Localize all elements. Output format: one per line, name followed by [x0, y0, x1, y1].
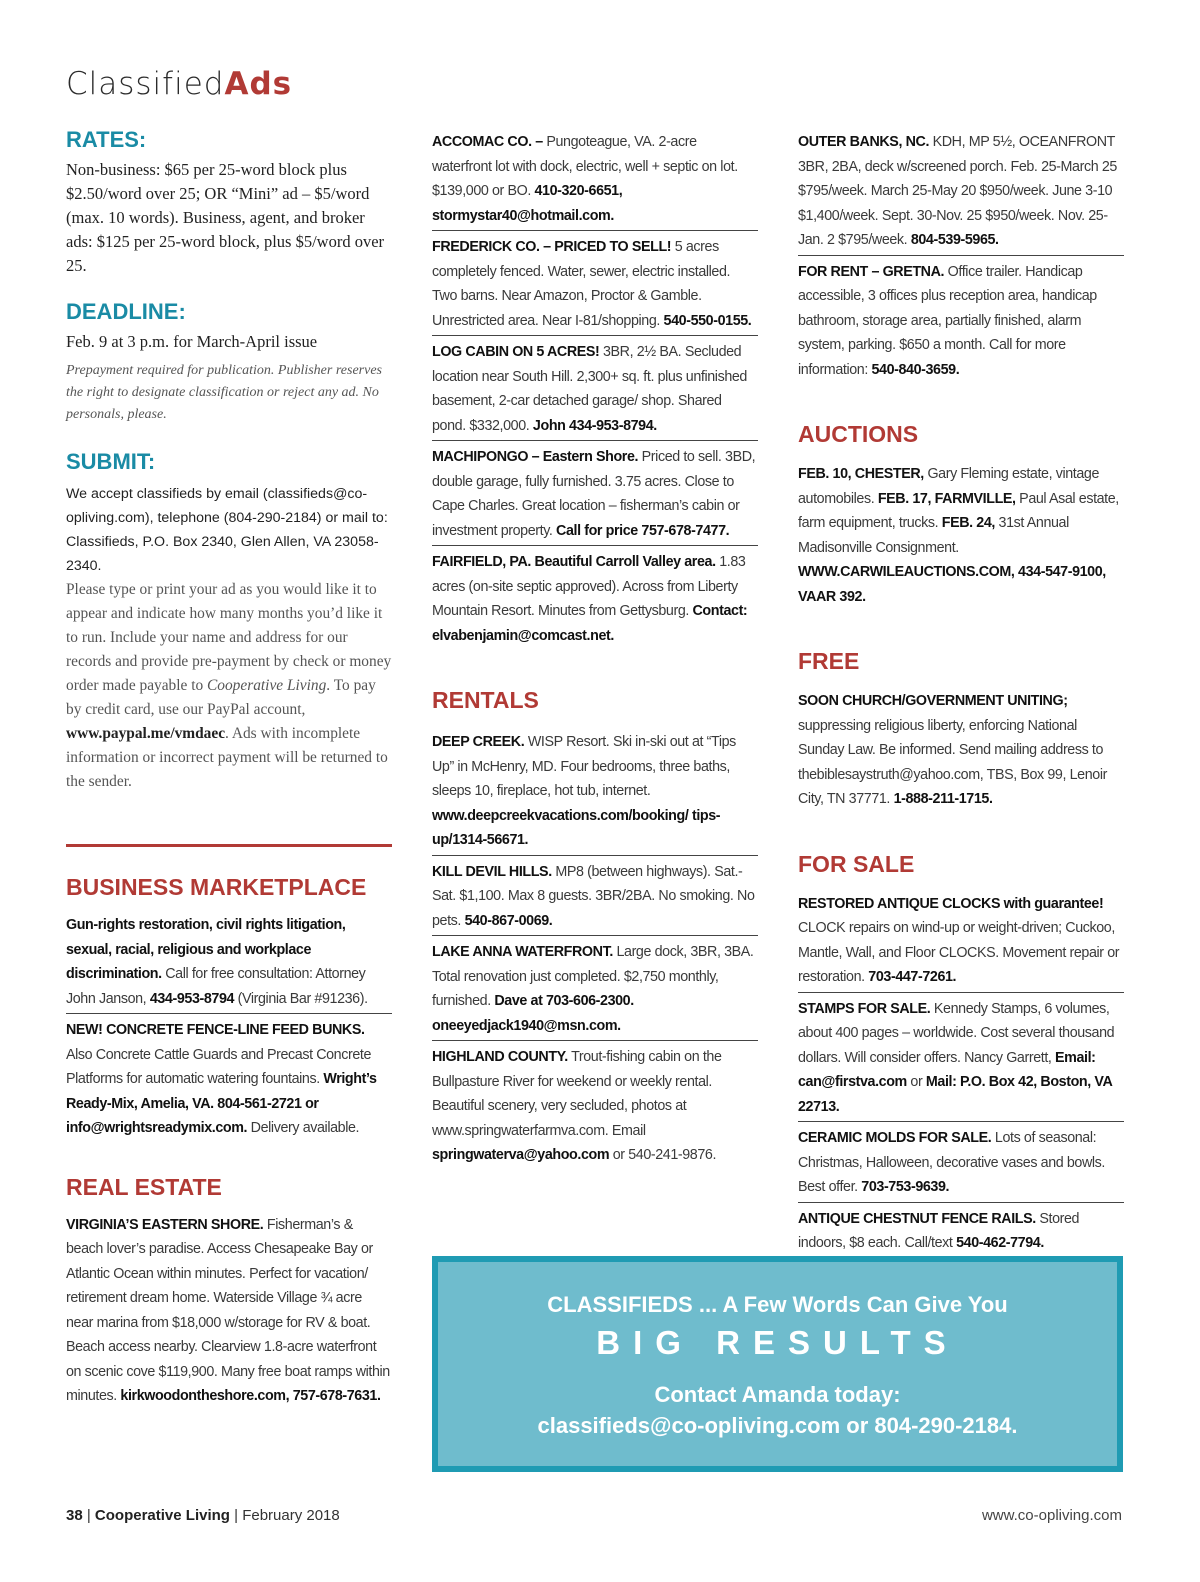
submit-text: We accept classifieds by email (classifieds@co-opliving.com), telephone (804-290-2184) or mail to: Classifieds, P.O. Box 2340, Glen Allen, VA 23058-2340.	[66, 486, 388, 574]
ad-item: FAIRFIELD, PA. Beautiful Carroll Valley area. 1.83 acres (on-site septic approved). Across from Liberty Mountain Resort. Minutes from Gettysburg. Contact: elvabenjamin@comcast.net.	[432, 554, 748, 644]
submit-p1: Please type or print your ad as you would like it to appear and indicate how many months you’d like it to run. Include your name and address for our records and provide pre-payment by check or money order made payable to	[66, 581, 392, 694]
submit-p3: . Ads with incomplete information or incorrect payment will be returned to the sender.	[66, 725, 388, 790]
rentals-ads	[432, 726, 758, 1170]
rentals-ads-continued	[798, 126, 1124, 384]
deadline-text: Feb. 9 at 3 p.m. for March-April issue	[66, 332, 318, 351]
auctions-ads	[798, 458, 1124, 611]
title-plain: Classified	[66, 66, 225, 102]
ad-item: FREDERICK CO. – PRICED TO SELL! 5 acres completely fenced. Water, sewer, electric installed. Two barns. Near Amazon, Proctor & Gamble. Unrestricted area. Near I-81/shopping. 540-550-0155.	[432, 231, 758, 336]
real-estate-heading: REAL ESTATE	[66, 1173, 222, 1200]
promo-line-3: Contact Amanda today:	[654, 1382, 901, 1407]
ad-item: ACCOMAC CO. – Pungoteague, VA. 2-acre waterfront lot with dock, electric, well + septic on lot. $139,000 or BO. 410-320-6651, stormystar40@hotmail.com.	[432, 126, 758, 231]
free-ads	[798, 685, 1124, 814]
real-estate-ads	[66, 1209, 392, 1411]
free-heading: FREE	[798, 648, 860, 674]
section-divider	[66, 844, 392, 847]
ad-item: LAKE ANNA WATERFRONT. Large dock, 3BR, 3BA. Total renovation just completed. $2,750 monthly, furnished. Dave at 703-606-2300. oneeyedjack1940@msn.com.	[432, 936, 758, 1041]
ad-item: Gun-rights restoration, civil rights litigation, sexual, racial, religious and workplace discrimination. Call for free consultation: Attorney John Janson, 434-953-8794 (Virginia Bar #91236).	[66, 909, 392, 1014]
submit-instructions	[66, 578, 392, 794]
submit-heading: SUBMIT:	[66, 449, 156, 474]
footer-left	[66, 1507, 340, 1524]
ad-item: NEW! CONCRETE FENCE-LINE FEED BUNKS. Also Concrete Cattle Guards and Precast Concrete Platforms for automatic watering fountains. Wright’s Ready-Mix, Amelia, VA. 804-561-2721 or info@wrightsreadymix.com. Delivery available.	[66, 1022, 377, 1136]
ad-item: OUTER BANKS, NC. KDH, MP 5½, OCEANFRONT 3BR, 2BA, deck w/screened porch. Feb. 25-March 25 $795/week. March 25-May 20 $950/week. June 3-10 $1,400/week. Sept. 30-Nov. 25 $950/week. Nov. 25-Jan. 2 $795/week. 804-539-5965.	[798, 126, 1124, 256]
ad-item: MACHIPONGO – Eastern Shore. Priced to sell. 3BD, double garage, fully furnished. 3.75 acres. Close to Cape Charles. Great location – fisherman’s cabin or investment property. Call for price 757-678-7477.	[432, 441, 758, 546]
ad-item: FOR RENT – GRETNA. Office trailer. Handicap accessible, 3 offices plus reception area, handicap bathroom, storage area, partially finished, alarm system, parking. $650 a month. Call for more information: 540-840-3659.	[798, 263, 1097, 378]
page-number: 38	[66, 1507, 83, 1524]
ad-item: HIGHLAND COUNTY. Trout-fishing cabin on the Bullpasture River for weekend or weekly rental. Beautiful scenery, very secluded, photos at www.springwaterfarmva.com. Email springwaterva@yahoo.com or 540-241-9876.	[432, 1049, 722, 1163]
paypal-link[interactable]: www.paypal.me/vmdaec	[66, 725, 226, 742]
ad-item: FEB. 10, CHESTER, Gary Fleming estate, vintage automobiles. FEB. 17, FARMVILLE, Paul Asal estate, farm equipment, trucks. FEB. 24, 31st Annual Madisonville Consignment. WWW.CARWILEAUCTIONS.COM, 434-547-9100, VAAR 392.	[798, 466, 1119, 605]
promo-big-results: BIG RESULTS	[596, 1324, 959, 1361]
deadline-note: Prepayment required for publication. Publisher reserves the right to designate classification or reject any ad. No personals, please.	[66, 363, 382, 422]
ad-item: DEEP CREEK. WISP Resort. Ski in-ski out at “Tips Up” in McHenry, MD. Four bedrooms, three baths, sleeps 10, fireplace, hot tub, internet. www.deepcreekvacations.com/booking/ tips-up/1314-56671.	[432, 726, 758, 856]
column-2	[432, 126, 758, 1170]
submit-publication: Cooperative Living	[207, 677, 327, 694]
title-accent: Ads	[224, 66, 293, 102]
ad-item: KILL DEVIL HILLS. MP8 (between highways). Sat.-Sat. $1,100. Max 8 guests. 3BR/2BA. No smoking. No pets. 540-867-0069.	[432, 856, 758, 937]
ad-item: LOG CABIN ON 5 ACRES! 3BR, 2½ BA. Secluded location near South Hill. 2,300+ sq. ft. plus unfinished basement, 2-car detached garage/ shop. Shared pond. $332,000. John 434-953-8794.	[432, 336, 758, 441]
business-heading: BUSINESS MARKETPLACE	[66, 874, 367, 900]
submit-p2: . To pay by credit card, use our PayPal account,	[66, 677, 376, 718]
footer-separator: |	[229, 1507, 243, 1524]
page-title	[66, 66, 292, 102]
issue-date: February 2018	[242, 1507, 340, 1524]
footer-separator: |	[82, 1507, 95, 1524]
ad-item: STAMPS FOR SALE. Kennedy Stamps, 6 volumes, about 400 pages – worldwide. Cost several thousand dollars. Will consider offers. Nancy Garrett, Email: can@firstva.com or Mail: P.O. Box 42, Boston, VA 22713.	[798, 993, 1124, 1123]
rates-text: Non-business: $65 per 25-word block plus $2.50/word over 25; OR “Mini” ad – $5/word (max. 10 words). Business, agent, and broker ads: $125 per 25-word block, plus $5/word over 25.	[66, 160, 385, 275]
promo-contact: classifieds@co-opliving.com or 804-290-2184.	[537, 1413, 1018, 1438]
auctions-heading: AUCTIONS	[798, 421, 919, 447]
rentals-heading: RENTALS	[432, 687, 539, 713]
business-ads	[66, 909, 392, 1143]
ad-item: ANTIQUE CHESTNUT FENCE RAILS. Stored indoors, $8 each. Call/text 540-462-7794.	[798, 1210, 1080, 1251]
real-estate-ads-continued	[432, 126, 758, 650]
ad-item: CERAMIC MOLDS FOR SALE. Lots of seasonal: Christmas, Halloween, decorative vases and bowls. Best offer. 703-753-9639.	[798, 1122, 1124, 1203]
for-sale-heading: FOR SALE	[798, 850, 915, 877]
column-3	[798, 126, 1124, 1258]
promo-line-1: CLASSIFIEDS ... A Few Words Can Give You	[547, 1292, 1008, 1317]
rates-heading: RATES:	[66, 127, 147, 152]
footer-url[interactable]: www.co-opliving.com	[981, 1507, 1122, 1524]
deadline-heading: DEADLINE:	[66, 299, 186, 324]
publication-name: Cooperative Living	[94, 1507, 230, 1524]
ad-item: RESTORED ANTIQUE CLOCKS with guarantee! CLOCK repairs on wind-up or weight-driven; Cuckoo, Mantle, Wall, and Floor CLOCKS. Movement repair or restoration. 703-447-7261.	[798, 888, 1124, 993]
ad-item: SOON CHURCH/GOVERNMENT UNITING; suppressing religious liberty, enforcing National Sunday Law. Be informed. Send mailing address to thebiblesaystruth@yahoo.com, TBS, Box 99, Lenoir City, TN 37771. 1-888-211-1715.	[798, 693, 1107, 807]
for-sale-ads	[798, 888, 1124, 1258]
column-1	[66, 126, 392, 1411]
classifieds-promo-box	[432, 1256, 1123, 1472]
ad-item: VIRGINIA’S EASTERN SHORE. Fisherman’s & beach lover’s paradise. Access Chesapeake Bay or Atlantic Ocean within minutes. Perfect for vacation/ retirement dream home. Waterside Village ¾ acre near marina from $18,000 w/storage for RV & boat. Beach access nearby. Clearview 1.8-acre waterfront on scenic cove $119,900. Many free boat ramps within minutes. kirkwoodontheshore.com, 757-678-7631.	[66, 1216, 390, 1404]
